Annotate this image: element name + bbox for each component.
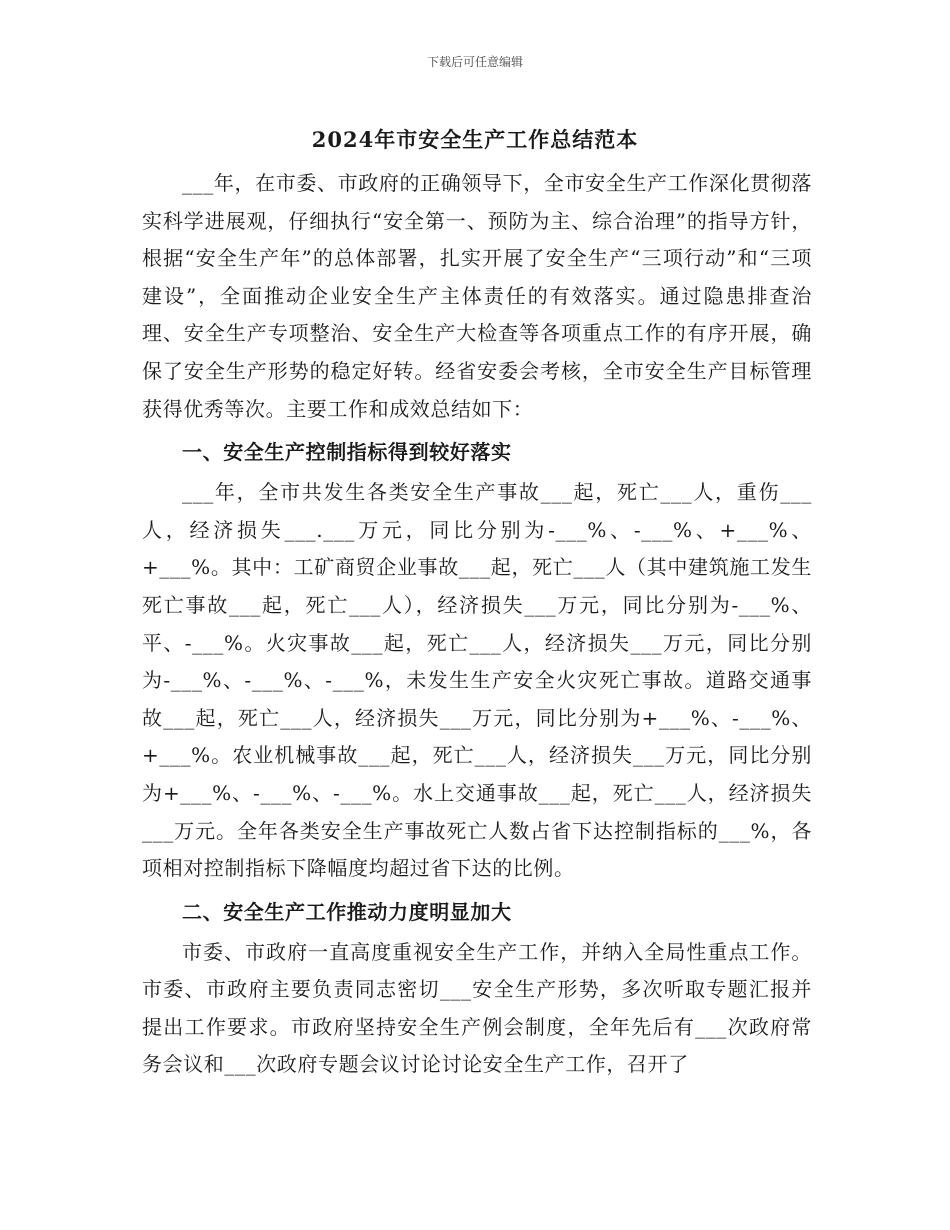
document-title: 2024年市安全生产工作总结范本 [311,127,639,152]
section-2-heading: 二、安全生产工作推动力度明显加大 [182,899,512,924]
section-2-paragraph: 市委、市政府一直高度重视安全生产工作，并纳入全局性重点工作。市委、市政府主要负责同志密切___安全生产形势，多次听取专题汇报并提出工作要求。市政府坚持安全生产例会制度，全年先后有___次政府常务会议和___次政府专题会议讨论讨论安全生产工作，召开了 [142,939,812,1077]
document-body [142,165,812,1084]
section-1-heading: 一、安全生产控制指标得到较好落实 [182,440,512,465]
header-note: 下载后可任意编辑 [426,55,523,69]
intro-paragraph: ___年，在市委、市政府的正确领导下，全市安全生产工作深化贯彻落实科学进展观，仔细执行“安全第一、预防为主、综合治理”的指导方针，根据“安全生产年”的总体部署，扎实开展了安全生产“三项行动”和“三项建设”，全面推动企业安全生产主体责任的有效落实。通过隐患排查治理、安全生产专项整治、安全生产大检查等各项重点工作的有序开展，确保了安全生产形势的稳定好转。经省安委会考核，全市安全生产目标管理获得优秀等次。主要工作和成效总结如下： [142,171,812,421]
section-1-paragraph: ___年，全市共发生各类安全生产事故___起，死亡___人，重伤___人，经济损失___.___万元，同比分别为-___%、-___%、+___%、+___%。其中：工矿商贸企业事故___起，死亡___人（其中建筑施工发生死亡事故___起，死亡___人），经济损失___万元，同比分别为-___%、平、-___%。火灾事故___起，死亡___人，经济损失___万元，同比分别为-___%、-___%、-___%，未发生生产安全火灾死亡事故。道路交通事故___起，死亡___人，经济损失___万元，同比分别为+___%、-___%、+___%。农业机械事故___起，死亡___人，经济损失___万元，同比分别为+___%、-___%、-___%。水上交通事故___起，死亡___人，经济损失___万元。全年各类安全生产事故死亡人数占省下达控制指标的___%，各项相对控制指标下降幅度均超过省下达的比例。 [142,480,812,881]
